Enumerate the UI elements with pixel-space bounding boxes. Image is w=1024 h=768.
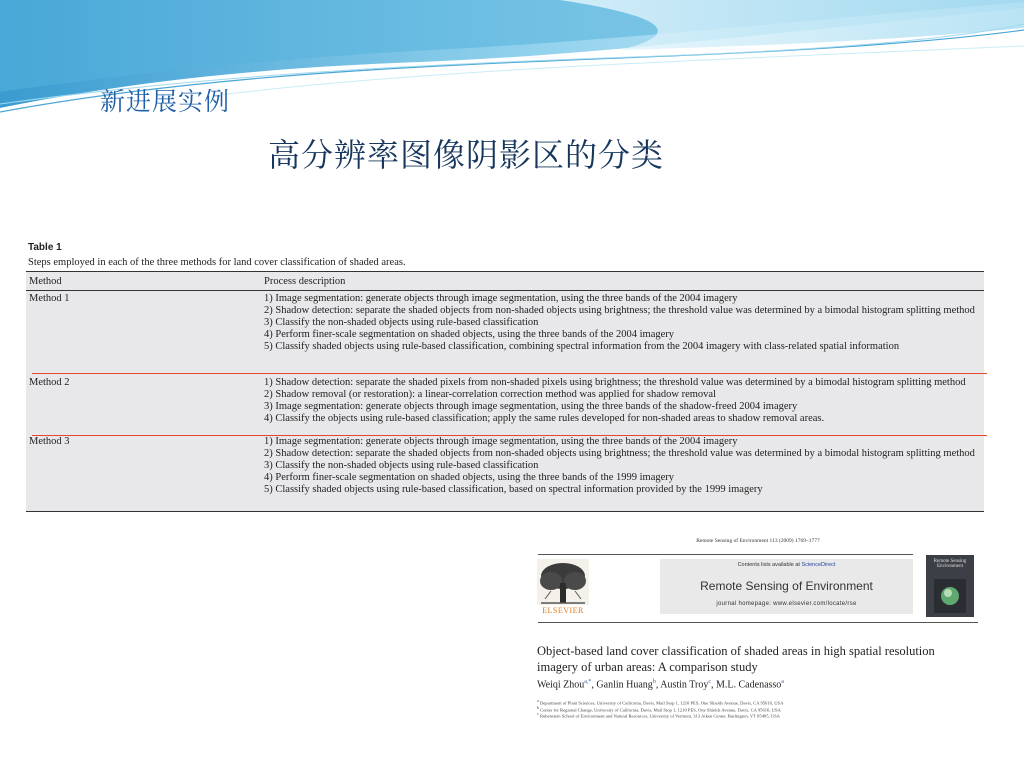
section-label: 新进展实例 <box>100 87 231 116</box>
step-item: 1) Image segmentation: generate objects through image segmentation, using the three bands of the 2004 imagery <box>264 293 738 304</box>
author-name: Ganlin Huang <box>596 679 653 691</box>
affiliation-text: Department of Plant Sciences, University of California, Davis, Mail Stop 1, 1210 PES, One Shields Avenue, Davis, CA 95616, USA <box>539 700 784 706</box>
affiliation-mark: a <box>537 698 539 703</box>
author-list: Weiqi Zhou$^{a,*}$, Ganlin Huang$^b$, Austin Troy$^c$, M.L. Cadenasso$^a$ <box>537 679 784 691</box>
affiliation-mark: c <box>537 711 539 716</box>
row-separator-line <box>32 373 987 374</box>
affiliation-text: Rubenstein School of Environment and Natural Resources, University of Vermont, 313 Aiken Center, Burlington, VT 05405, USA <box>539 713 781 719</box>
header-rule <box>538 554 913 555</box>
step-item: 2) Shadow removal (or restoration): a linear-correlation correction method was applied for shadow removal <box>264 389 717 401</box>
table-subcaption: Steps employed in each of the three methods for land cover classification of shaded areas. <box>28 257 406 268</box>
step-item: 5) Classify shaded objects using rule-based classification, based on spectral information provided by the 1999 imagery <box>264 484 763 496</box>
journal-homepage: journal homepage: www.elsevier.com/locate/rse <box>716 601 857 607</box>
author-name: M.L. Cadenasso <box>716 679 782 691</box>
slide-title: 高分辨率图像阴影区的分类 <box>268 136 665 174</box>
journal-cover <box>926 555 974 617</box>
step-list <box>264 377 984 425</box>
affiliation-mark: b <box>537 704 539 710</box>
step-item: 3) Classify the non-shaded objects using rule-based classification <box>264 317 539 329</box>
step-item: 2) Shadow detection: separate the shaded objects from non-shaded objects using brightness; the threshold value was determined by a bimodal histogram splitting method <box>264 305 975 317</box>
author-name: Austin Troy <box>660 679 709 691</box>
author-mark: a,* <box>584 679 592 685</box>
step-item: 4) Perform finer-scale segmentation on shaded objects, using the three bands of the 2004 imagery <box>264 329 675 341</box>
journal-info-box <box>660 559 913 614</box>
author-mark: c <box>708 679 712 685</box>
step-item: 3) Classify the non-shaded objects using rule-based classification <box>264 460 539 472</box>
table-bottom-rule <box>26 511 984 512</box>
journal-name: Remote Sensing of Environment <box>700 579 873 593</box>
table-top-rule <box>26 271 984 272</box>
affiliation <box>537 711 780 719</box>
method-label: Method 1 <box>29 293 70 304</box>
step-item: 5) Classify shaded objects using rule-based classification, combining spectral information from the 2004 imagery with class-related spatial information <box>264 341 900 353</box>
column-header-method: Method <box>29 276 62 287</box>
publisher-name: ELSEVIER <box>542 606 584 615</box>
table-header-rule <box>26 290 984 291</box>
step-list <box>264 436 984 496</box>
cover-title: Remote Sensing Environment <box>933 559 967 569</box>
paper-title: Object-based land cover classification of shaded areas in high spatial resolution imagery of urban areas: A comparison study <box>537 644 935 674</box>
contents-prefix: Contents lists available at <box>737 562 802 568</box>
row-separator-line <box>32 435 987 436</box>
cover-globe-image <box>934 579 966 613</box>
table-figure <box>26 238 986 514</box>
sciencedirect-link[interactable]: ScienceDirect <box>801 562 836 568</box>
author-name: Weiqi Zhou <box>537 679 585 691</box>
step-item: 2) Shadow detection: separate the shaded objects from non-shaded objects using brightness; the threshold value was determined by a bimodal histogram splitting method <box>264 448 975 460</box>
column-header-process: Process description <box>264 276 346 287</box>
author-mark: a <box>781 679 784 685</box>
step-item: 4) Classify the objects using rule-based classification; apply the same rules developed for non-shaded areas to shadow removal areas. <box>264 413 825 425</box>
method-label: Method 2 <box>29 377 70 388</box>
header-bottom-rule <box>538 622 978 623</box>
paper-header-figure <box>530 527 986 722</box>
contents-line <box>660 562 913 568</box>
step-list <box>264 293 984 353</box>
journal-reference: Remote Sensing of Environment 113 (2009) 1769–1777 <box>696 538 820 544</box>
step-item: 4) Perform finer-scale segmentation on shaded objects, using the three bands of the 1999 imagery <box>264 472 675 484</box>
affiliation-text: Center for Regional Change, University of California, Davis, Mail Stop 1, 1210 PES, One Shields Avenue, Davis, CA 95616, USA <box>540 707 781 713</box>
table-caption: Table 1 <box>28 242 62 253</box>
step-item: 1) Shadow detection: separate the shaded pixels from non-shaded pixels using brightness; the threshold value was determined by a bimodal histogram splitting method <box>264 377 966 388</box>
step-item: 3) Image segmentation: generate objects through image segmentation, using the three bands of the shadow-freed 2004 imagery <box>264 401 798 413</box>
author-mark: b <box>652 679 656 685</box>
method-label: Method 3 <box>29 436 70 447</box>
step-item: 1) Image segmentation: generate objects through image segmentation, using the three bands of the 2004 imagery <box>264 436 738 447</box>
